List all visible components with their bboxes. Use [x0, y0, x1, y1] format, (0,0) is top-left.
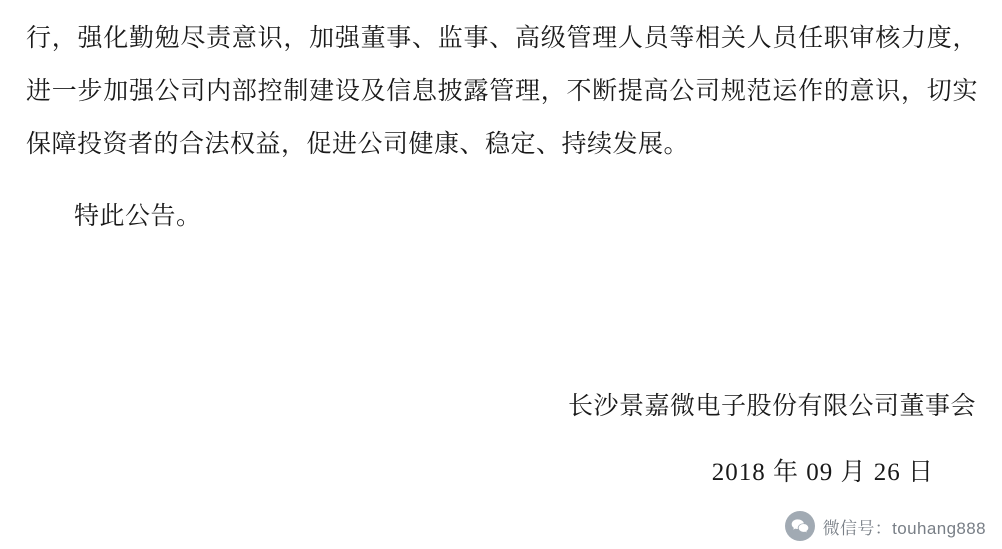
- closing-paragraph: 特此公告。: [74, 203, 202, 230]
- body-paragraph: 行，强化勤勉尽责意识，加强董事、监事、高级管理人员等相关人员任职审核力度，进一步加强公司内部控制建设及信息披露管理，不断提高公司规范运作的意识，切实保障投资者的合法权益，促进公司健康、稳定、持续发展。: [26, 25, 978, 158]
- wechat-id-label: 微信号：touhang888: [822, 518, 986, 538]
- wechat-footer-badge: [785, 511, 986, 541]
- company-signature: 长沙景嘉微电子股份有限公司董事会: [567, 393, 976, 420]
- document-date: 2018 年 09 月 26 日: [711, 459, 934, 486]
- wechat-icon: [785, 511, 815, 541]
